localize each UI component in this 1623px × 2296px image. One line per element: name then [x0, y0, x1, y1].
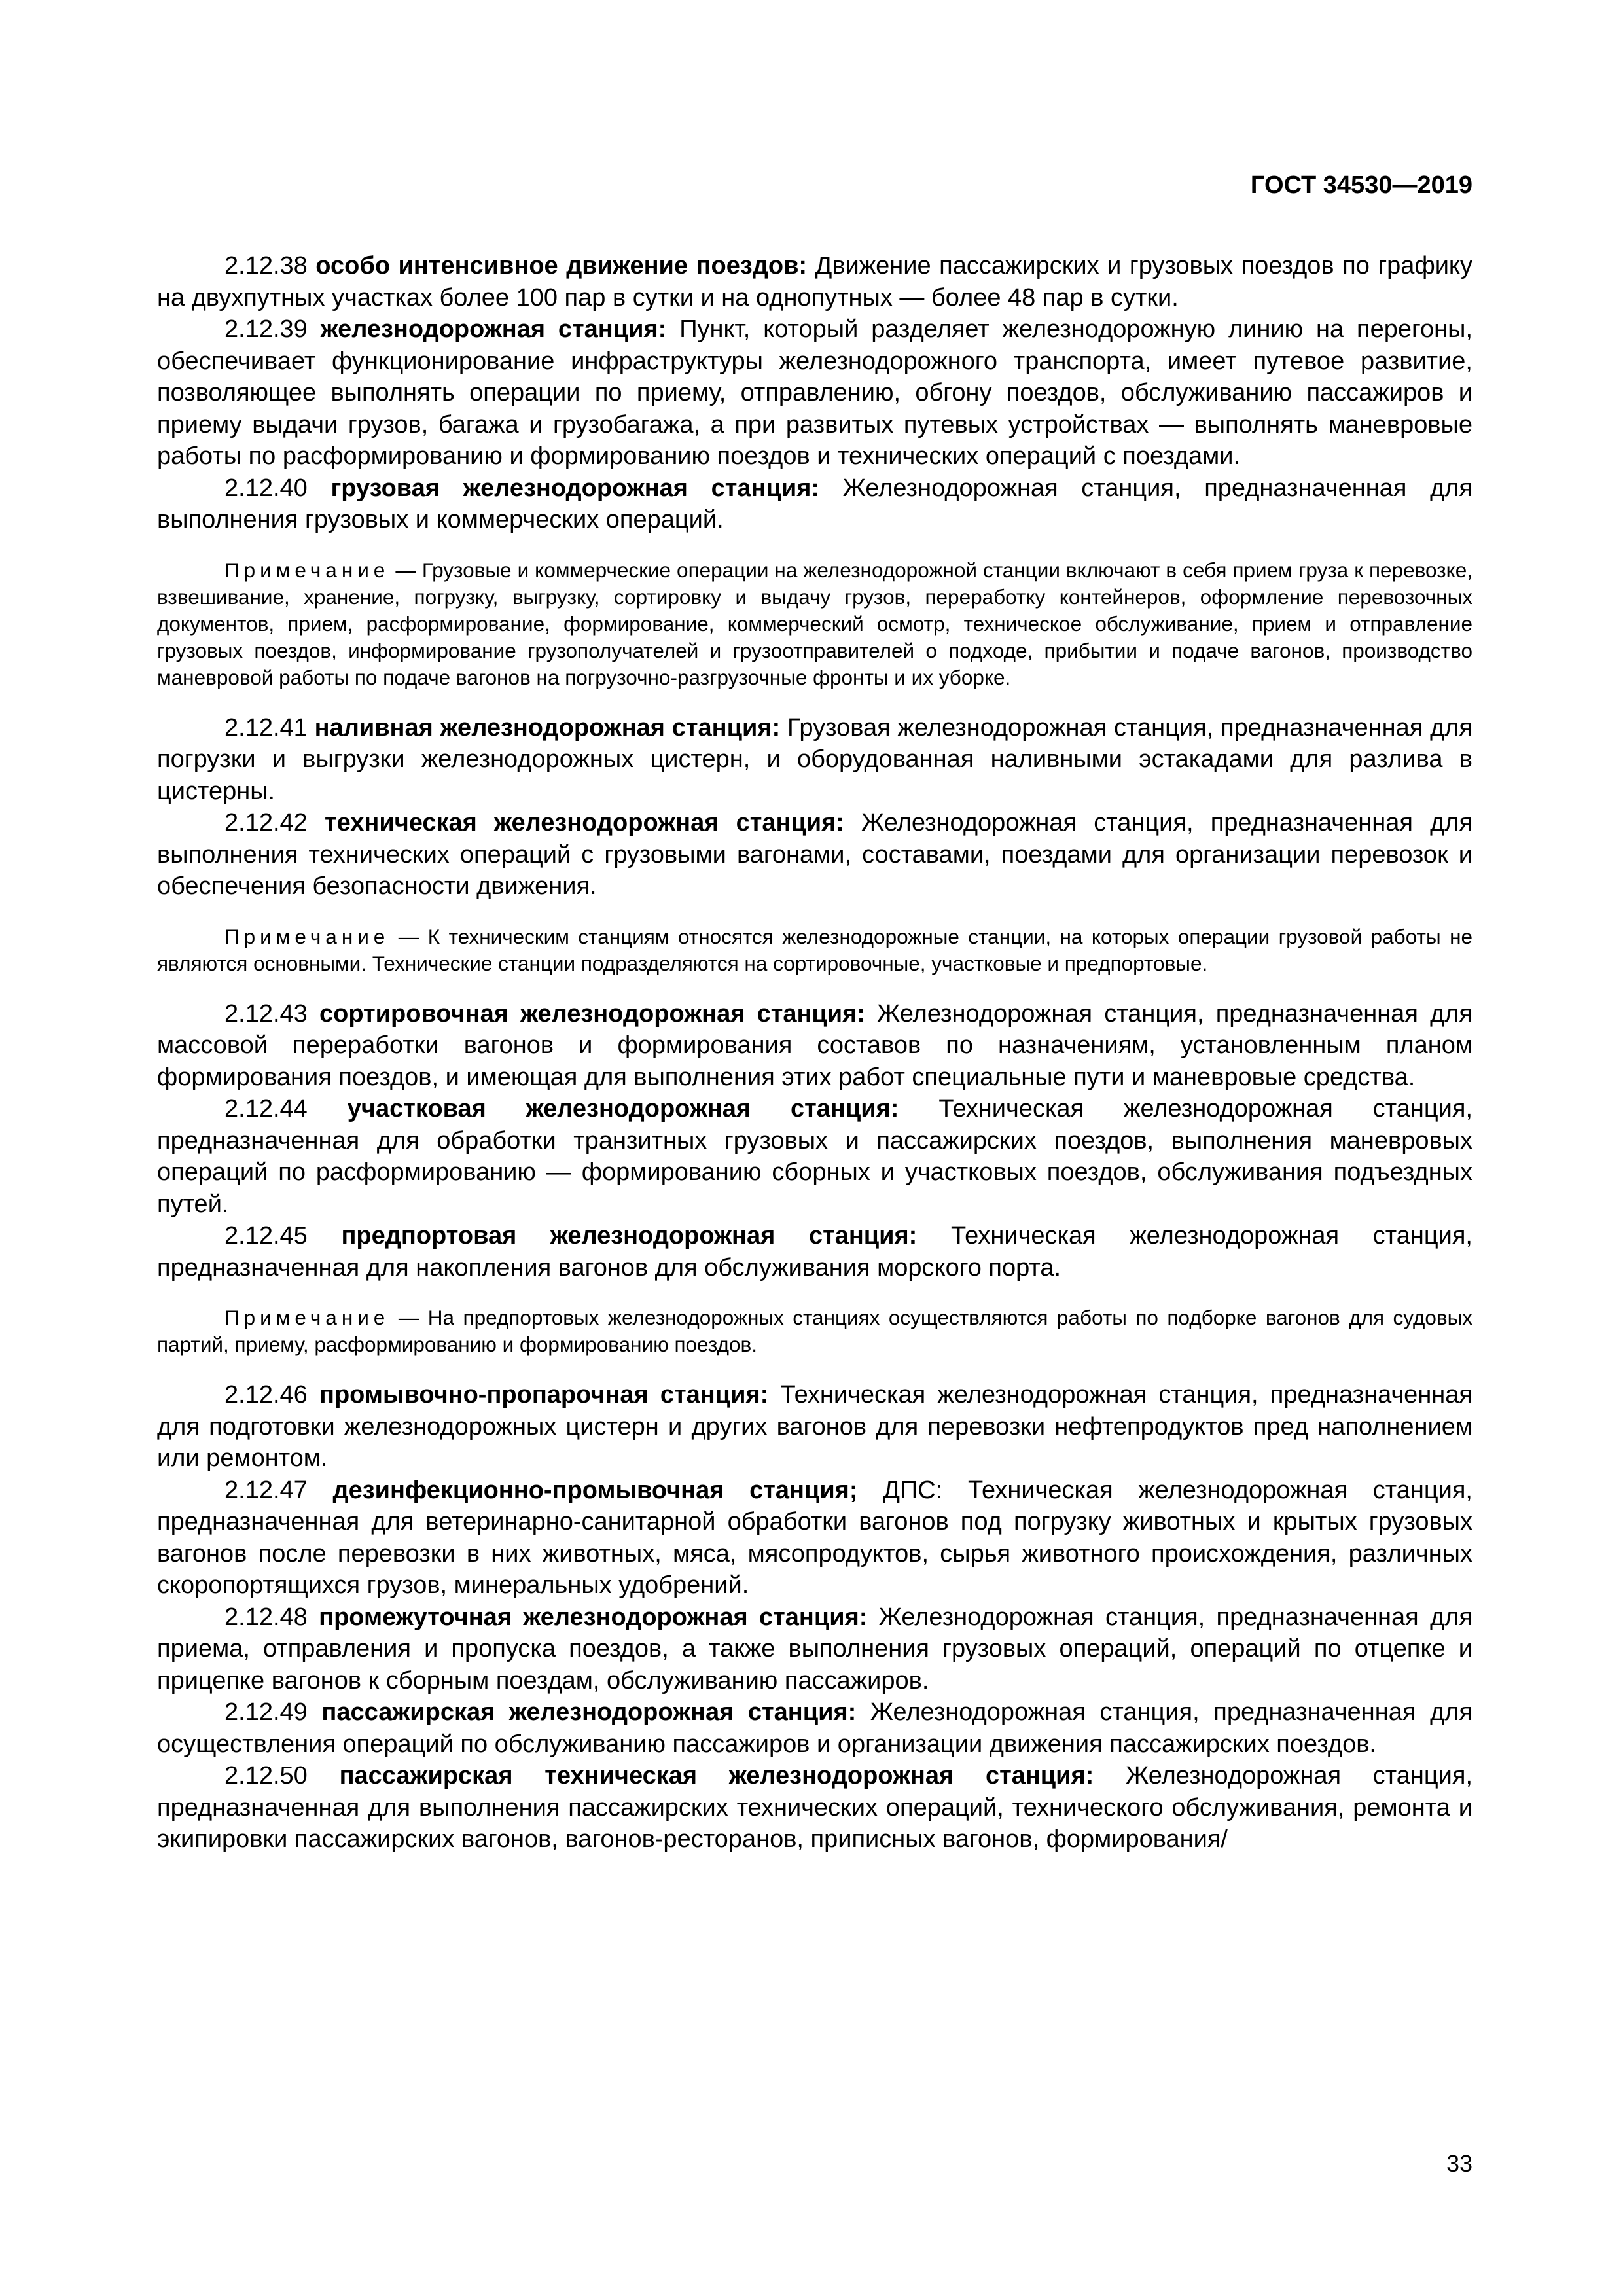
entry-term: предпортовая железнодорожная станция: [341, 1222, 918, 1249]
entry-term: наливная железнодорожная станция: [314, 713, 781, 742]
entry-term: промывочно-пропарочная станция: [319, 1381, 769, 1408]
entry-definition: Железнодорожная станция, предназначенная для выполнения технических операций с грузовыми вагонами, составами, поездами для организации перевозок и обеспечения безопасности движения. [157, 809, 1473, 900]
note-text: — На предпортовых железнодорожных станциях осуществляются работы по подборке вагонов для судовых партий, приему, расформированию и формированию поездов. [157, 1306, 1472, 1356]
entry-2-12-44 [157, 1093, 1472, 1220]
entry-number: 2.12.48 [224, 1603, 308, 1631]
entry-number: 2.12.44 [224, 1095, 308, 1122]
entry-term: особо интенсивное движение поездов: [315, 252, 808, 279]
entry-2-12-45 [157, 1220, 1472, 1283]
note-text: — Грузовые и коммерческие операции на железнодорожной станции включают в себя прием груза к перевозке, взвешивание, хранение, погрузку, выгрузку, сортировку и выдачу грузов, переработку контейнеров, оформление перевозочных документов, прием, расформирование, формирование, коммерческий осмотр, техническое обслуживание, прием и отправление грузовых поездов, информирование грузополучателей и грузоотправителей о подходе, прибытии и подаче вагонов, производство маневровой работы по подаче вагонов на погрузочно-разгрузочные фронты и их уборке. [157, 558, 1472, 689]
entry-term: пассажирская техническая железнодорожная станция: [339, 1762, 1094, 1789]
note-cargo-operations [157, 557, 1472, 691]
note-technical-stations [157, 924, 1472, 977]
note-text: — К техническим станциям относятся железнодорожные станции, на которых операции грузовой работы не являются основными. Технические станции подразделяются на сортировочные, участковые и предпортовые. [157, 924, 1472, 975]
entry-term: дезинфекционно-промывочная станция; [332, 1476, 858, 1504]
entry-2-12-49 [157, 1696, 1472, 1760]
entry-2-12-41 [157, 712, 1472, 808]
entry-number: 2.12.40 [224, 474, 308, 502]
entry-2-12-42 [157, 807, 1472, 903]
entry-definition: Железнодорожная станция, предназначенная для массовой переработки вагонов и формирования составов по назначениям, установленным планом формирования поездов, и имеющая для выполнения этих работ специальные пути и маневровые средства. [157, 999, 1472, 1091]
entry-number: 2.12.45 [224, 1222, 308, 1249]
entry-number: 2.12.49 [224, 1698, 308, 1726]
entry-number: 2.12.43 [224, 999, 308, 1028]
entry-number: 2.12.41 [224, 713, 308, 742]
entry-number: 2.12.50 [224, 1762, 308, 1789]
entry-term: техническая железнодорожная станция: [325, 809, 844, 836]
entry-number: 2.12.38 [224, 252, 308, 279]
entry-term: участковая железнодорожная станция: [347, 1095, 899, 1122]
note-label: Примечание [224, 924, 390, 948]
entry-definition: Техническая железнодорожная станция, предназначенная для обработки транзитных грузовых и пассажирских поездов, выполнения маневровых операций по расформированию — формированию сборных и участковых поездов, обслуживания подъездных путей. [157, 1095, 1473, 1218]
entry-definition: Движение пассажирских и грузовых поездов по графику на двухпутных участках более 100 пар в сутки и на однопутных — более 48 пар в сутки. [157, 252, 1472, 312]
note-label: Примечание [224, 1306, 390, 1329]
entry-2-12-50 [157, 1760, 1472, 1856]
entry-term: сортировочная железнодорожная станция: [319, 999, 865, 1028]
entry-2-12-40 [157, 473, 1472, 536]
entry-2-12-48 [157, 1602, 1472, 1697]
entry-number: 2.12.42 [224, 809, 308, 836]
entry-definition: Железнодорожная станция, предназначенная для приема, отправления и пропуска поездов, а также выполнения грузовых операций, операций по отцепке и прицепке вагонов к сборным поездам, обслуживанию пассажиров. [157, 1603, 1473, 1695]
entry-2-12-47 [157, 1475, 1472, 1602]
entry-definition: Техническая железнодорожная станция, предназначенная для накопления вагонов для обслуживания морского порта. [157, 1222, 1472, 1282]
document-page [157, 0, 1472, 2296]
entry-definition: Пункт, который разделяет железнодорожную линию на перегоны, обеспечивает функционирование инфраструктуры железнодорожного транспорта, имеет путевое развитие, позволяющее выполнять операции по приему, отправлению, обгону поездов, обслуживанию пассажиров и приему выдачи грузов, багажа и грузобагажа, а при развитых путевых устройствах — выполнять маневровые работы по расформированию и формированию поездов и технических операций с поездами. [157, 315, 1472, 470]
entry-number: 2.12.47 [224, 1476, 308, 1504]
entry-definition: ДПС: Техническая железнодорожная станция, предназначенная для ветеринарно-санитарной обработки вагонов под погрузку животных и крытых грузовых вагонов после перевозки в них животных, мяса, мясопродуктов, сырья животного происхождения, различных скоропортящихся грузов, минеральных удобрений. [157, 1476, 1472, 1599]
entry-definition: Железнодорожная станция, предназначенная для выполнения грузовых и коммерческих операций. [157, 474, 1472, 533]
entry-term: грузовая железнодорожная станция: [330, 474, 820, 502]
document-header: ГОСТ 34530—2019 [1250, 171, 1472, 199]
entry-definition: Техническая железнодорожная станция, предназначенная для подготовки железнодорожных цистерн и других вагонов для перевозки нефтепродуктов пред наполнением или ремонтом. [157, 1381, 1473, 1472]
entry-definition: Грузовая железнодорожная станция, предназначенная для погрузки и выгрузки железнодорожных цистерн, и оборудованная наливными эстакадами для разлива в цистерны. [157, 713, 1473, 805]
note-port-stations [157, 1304, 1472, 1358]
entry-2-12-43 [157, 998, 1472, 1094]
entry-term: пассажирская железнодорожная станция: [321, 1698, 857, 1726]
page-number: 33 [1446, 2150, 1472, 2177]
entry-term: железнодорожная станция: [320, 315, 667, 343]
entry-2-12-38 [157, 250, 1472, 314]
entry-term: промежуточная железнодорожная станция: [319, 1603, 868, 1631]
note-label: Примечание [224, 558, 390, 582]
entry-2-12-39 [157, 314, 1472, 473]
entry-definition: Железнодорожная станция, предназначенная для выполнения пассажирских технических операций, технического обслуживания, ремонта и экипировки пассажирских вагонов, вагонов-ресторанов, приписных вагонов, формирования/ [157, 1762, 1473, 1853]
entry-2-12-46 [157, 1379, 1472, 1475]
document-body [157, 250, 1472, 1856]
entry-number: 2.12.39 [224, 315, 308, 343]
entry-definition: Железнодорожная станция, предназначенная для осуществления операций по обслуживанию пассажиров и организации движения пассажирских поездов. [157, 1698, 1472, 1758]
entry-number: 2.12.46 [224, 1381, 308, 1408]
